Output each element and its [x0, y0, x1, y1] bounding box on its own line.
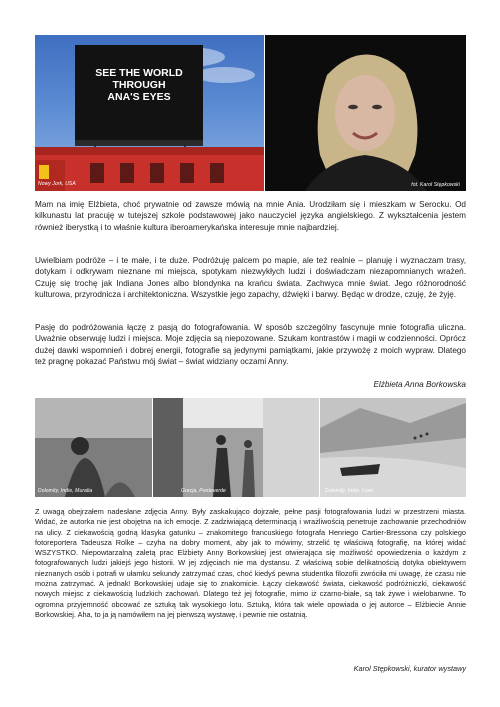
billboard-photo: [35, 35, 264, 191]
bw-photo-2-scene: [153, 398, 319, 497]
bw-photo-3-scene: [320, 398, 466, 497]
bw-photo-2-caption: Grecja, Ponteverde: [181, 488, 226, 494]
intro-paragraph-2: Uwielbiam podróże – i te małe, i te duże. Podróżuję palcem po mapie, ale też realnie – planuję i wyznaczam trasy, dotykam i odkrywam nieznane mi miejsca, spotykam niezwykłych ludzi i doświadczam niezapomnianych wrażeń. Czuję się trochę jak Indiana Jones albo blondynka na krańcu świata. Zachwyca mnie świat. Jego różnorodność kulturowa, przyrodnicza i architektoniczna. Wszystkie jego zapachy, dźwięki i barwy. Będąc w drodze, czuję, że żyję.: [35, 256, 466, 299]
billboard-line-2: THROUGH: [112, 79, 166, 91]
curator-signature: Karol Stępkowski, kurator wystawy: [353, 664, 466, 673]
portrait-caption: fot. Karol Stępkowski: [411, 182, 460, 188]
portrait-scene: [265, 35, 466, 191]
billboard-line-1: SEE THE WORLD: [95, 67, 183, 79]
billboard-scene: [35, 35, 264, 191]
bw-photo-3: [320, 398, 466, 497]
portrait-photo: [265, 35, 466, 191]
billboard-line-3: ANA'S EYES: [107, 91, 171, 103]
bw-photo-1: [35, 398, 152, 497]
bw-photo-1-scene: [35, 398, 152, 497]
intro-paragraph-1: Mam na imię Elżbieta, choć prywatnie od zawsze mówią na mnie Ania. Urodziłam się i mieszkam w Serocku. Od kilkunastu lat pracuję w tutejszej szkole podstawowej jako nauczyciel języka angielskiego. Z wykształcenia jestem również iberystką i to właśnie kultura iberoamerykańska interesuje mnie najbardziej.: [35, 200, 466, 232]
billboard-text: [75, 67, 203, 103]
intro-paragraph-3: Pasję do podróżowania łączę z pasją do fotografowania. W sposób szczególny fascynuje mnie fotografia uliczna. Uważnie obserwuję ludzi i miejsca. Moje zdjęcia są niepozowane. Szukam kontrastów i magii w codzienności. Oprócz dużej dawki wspomnień i dobrej energii, fotografie są jedynymi pamiątkami, jakie przywożę z moich wypraw. Dlatego też pragnę pokazać Państwu mój świat – świat widziany oczami Anny.: [35, 323, 466, 366]
bw-photo-3-caption: Dolomity, Indie, Lewi: [325, 488, 373, 494]
billboard-caption: Nowy Jork, USA: [38, 181, 76, 187]
curator-paragraph: Z uwagą obejrzałem nadesłane zdjęcia Anny. Były zaskakująco dojrzałe, pełne pasji fotografowania ludzi w przestrzeni miasta. Widać, że autorka nie jest obojętna na ich emocje. Z zadziwiającą determinacją i wrażliwością penetruje zachowanie przechodniów na ulicy. Z ciekawością godną klasyka gatunku – znakomitego francuskiego fotografa Henriego Cartier-Bressona czy polskiego fotoreportera Tadeusza Rolke – czyha na dobry moment, aby jak to mówimy, strzelić tę właściwą fotografię, na której widać WSZYSTKO. Niepowtarzalną zaletą prac Elżbiety Anny Borkowskiej jest otwierająca się możliwość opowiedzenia o każdym z fotografowanych ludzi jakiejś jego historii. W jej zdjęciach nie ma dystansu. Z właściwą sobie delikatnością dotyka obiektywem nieznanych osób i potrafi w ułamku sekundy zatrzymać czas, choć kiedyś pewna studentka filozofii zwróciła mi uwagę, że czasu nie można zatrzymać. A jednak! Borkowskiej udaje się to znakomicie. Łączy ciekawość świata, ciekawość podróżniczki, ciekawość nowych miejsc z ciekawością ludzkich zachowań. Dlatego też jej fotografie, mimo iż czarno-białe, są tak żywe i wielobarwne. To ogromna przyjemność obcować ze sztuką tak wysokiego lotu. Sztuką, która tak wiele opowiada o jej autorce – Elżbiecie Annie Borkowskiej. Aha, to ja ją namówiłem na jej pierwszą wystawę, i pewnie nie ostatnią.: [35, 507, 466, 619]
bw-photo-2: [153, 398, 319, 497]
bw-photo-1-caption: Dolomity, Indie, Muralia: [38, 488, 93, 494]
author-signature: Elżbieta Anna Borkowska: [373, 380, 466, 389]
